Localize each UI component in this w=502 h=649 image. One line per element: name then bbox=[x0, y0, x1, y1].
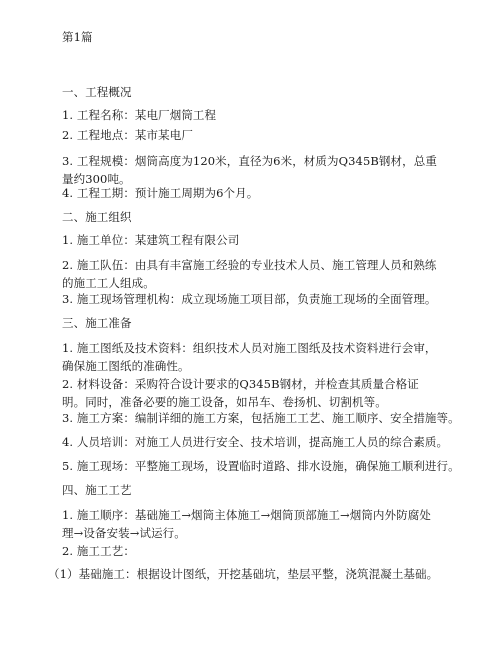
part-title: 第1篇 bbox=[62, 30, 93, 44]
list-item: 3. 工程规模：烟筒高度为120米，直径为6米，材质为Q345B钢材，总重量约300吨。 bbox=[62, 154, 437, 186]
list-item: 2. 施工队伍：由具有丰富施工经验的专业技术人员、施工管理人员和熟练的施工工人组成。 bbox=[62, 258, 437, 290]
section-heading-organization: 二、施工组织 bbox=[62, 210, 132, 224]
list-item: 2. 施工工艺： bbox=[62, 544, 135, 558]
section-heading-overview: 一、工程概况 bbox=[62, 85, 132, 99]
list-item: 3. 施工方案：编制详细的施工方案，包括施工工艺、施工顺序、安全措施等。 bbox=[62, 411, 460, 425]
list-item: 1. 施工单位：某建筑工程有限公司 bbox=[62, 233, 240, 247]
list-item: （1）基础施工：根据设计图纸，开挖基础坑，垫层平整，浇筑混凝土基础。 bbox=[48, 567, 439, 581]
list-item: 1. 工程名称：某电厂烟筒工程 bbox=[62, 108, 217, 122]
section-heading-preparation: 三、施工准备 bbox=[62, 316, 132, 330]
list-item: 4. 工程工期：预计施工周期为6个月。 bbox=[62, 186, 259, 200]
list-item: 4. 人员培训：对施工人员进行安全、技术培训，提高施工人员的综合素质。 bbox=[62, 435, 449, 449]
list-item: 2. 工程地点：某市某电厂 bbox=[62, 128, 193, 142]
list-item: 1. 施工顺序：基础施工→烟筒主体施工→烟筒顶部施工→烟筒内外防腐处理→设备安装→试运行。 bbox=[62, 508, 431, 540]
list-item: 5. 施工现场：平整施工现场，设置临时道路、排水设施，确保施工顺利进行。 bbox=[62, 459, 460, 473]
section-heading-process: 四、施工工艺 bbox=[62, 483, 132, 497]
list-item: 2. 材料设备：采购符合设计要求的Q345B钢材，并检查其质量合格证明。同时，准备必要的施工设备，如吊车、卷扬机、切割机等。 bbox=[62, 377, 419, 409]
list-item: 3. 施工现场管理机构：成立现场施工项目部，负责施工现场的全面管理。 bbox=[62, 292, 437, 306]
list-item: 1. 施工图纸及技术资料：组织技术人员对施工图纸及技术资料进行会审，确保施工图纸的准确性。 bbox=[62, 341, 437, 373]
